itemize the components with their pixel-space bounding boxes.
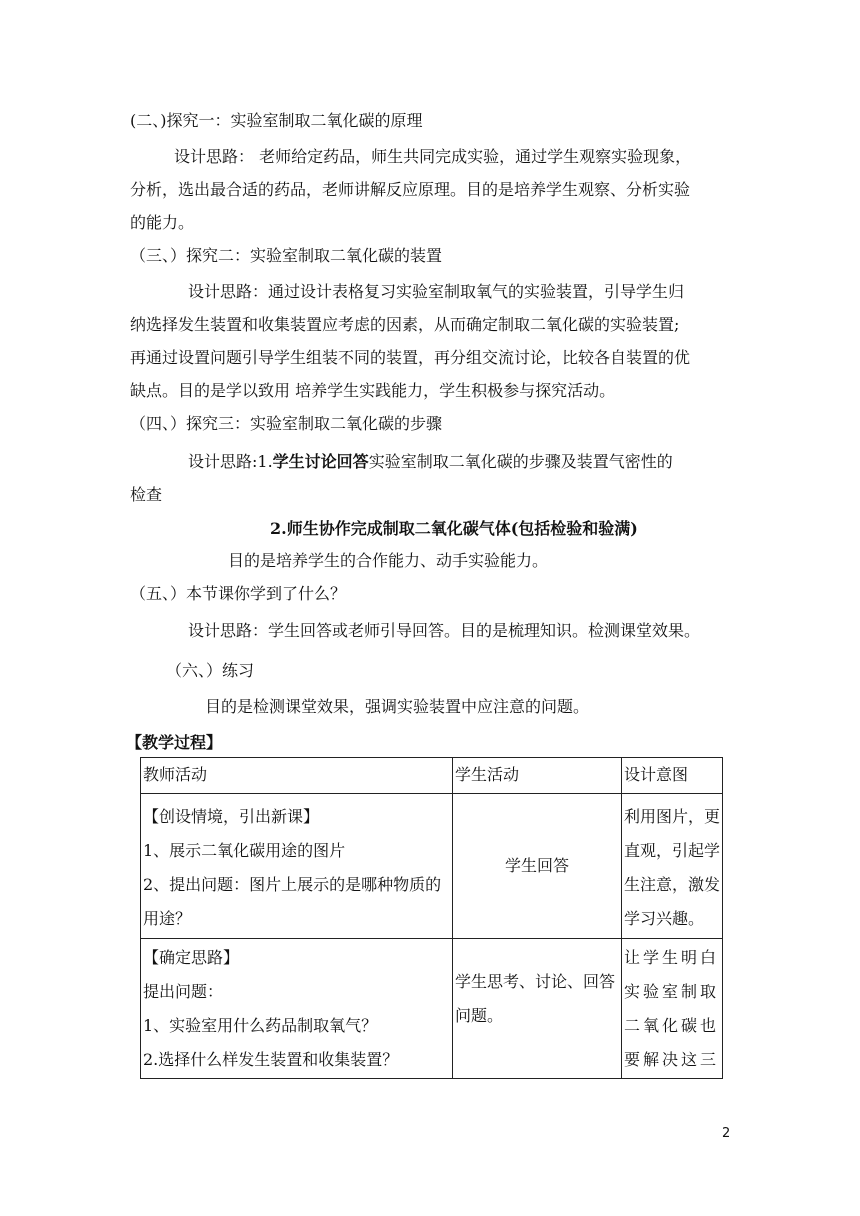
- header-design-intent: 设计意图: [622, 758, 723, 794]
- cell-line: 问题。: [455, 1006, 504, 1025]
- cell-line: 让学生明白: [624, 948, 720, 967]
- cell-line: 利用图片，更: [624, 807, 721, 826]
- page-number: 2: [722, 1126, 731, 1141]
- cell-line: 1、实验室用什么药品制取氧气？: [143, 1016, 378, 1035]
- section-3-paragraph-line: 缺点。目的是学以致用 培养学生实践能力，学生积极参与探究活动。: [130, 381, 616, 400]
- section-3-paragraph-line: 纳选择发生装置和收集装置应考虑的因素，从而确定制取二氧化碳的实验装置;: [130, 315, 680, 334]
- cell-line: 【确定思路】: [143, 948, 240, 967]
- row2-design-intent: [622, 939, 723, 1079]
- section-4-title: （四、）探究三：实验室制取二氧化碳的步骤: [130, 414, 443, 433]
- row1-teacher-activity: [141, 794, 453, 939]
- cell-line: 提出问题：: [143, 982, 224, 1001]
- cell-line: 学习兴趣。: [624, 909, 705, 928]
- cell-line: 直观，引起学: [624, 841, 721, 860]
- section-6-paragraph-line: 目的是检测课堂效果，强调实验装置中应注意的问题。: [205, 697, 590, 716]
- header-student-activity: 学生活动: [453, 758, 622, 794]
- section-4-paragraph-line: [188, 452, 673, 472]
- section-6-title: （六、）练习: [166, 661, 255, 680]
- section-3-paragraph-line: 设计思路：通过设计表格复习实验室制取氧气的实验装置，引导学生归: [188, 282, 685, 301]
- cell-line: 2.选择什么样发生装置和收集装置？: [143, 1050, 399, 1069]
- section-4-suffix: 实验室制取二氧化碳的步骤及装置气密性的: [368, 452, 673, 471]
- teaching-process-heading: 【教学过程】: [126, 733, 223, 752]
- cell-line: 二氧化碳也: [624, 1016, 720, 1035]
- header-teacher-activity: 教师活动: [141, 758, 453, 794]
- section-2-paragraph-line: 分析，选出最合适的药品，老师讲解反应原理。目的是培养学生观察、分析实验: [130, 180, 691, 199]
- cell-text: 学生回答: [504, 856, 569, 875]
- cell-line: 2、提出问题：图片上展示的是哪种物质的: [143, 875, 442, 894]
- row1-student-activity: [453, 794, 622, 939]
- table-header-row: [141, 758, 723, 794]
- section-5-title: （五、）本节课你学到了什么？: [130, 584, 347, 603]
- section-5-paragraph-line: 设计思路：学生回答或老师引导回答。目的是梳理知识。检测课堂效果。: [188, 621, 701, 640]
- cell-line: 生注意，激发: [624, 875, 721, 894]
- section-2-paragraph-line: 设计思路： 老师给定药品，师生共同完成实验，通过学生观察实验现象，: [174, 147, 692, 166]
- cell-line: 实验室制取: [624, 982, 720, 1001]
- section-4-prefix: 设计思路:1.: [188, 452, 273, 471]
- row2-teacher-activity: [141, 939, 453, 1079]
- section-3-paragraph-line: 再通过设置问题引导学生组装不同的装置，再分组交流讨论，比较各自装置的优: [130, 348, 691, 367]
- section-2-title: (二、)探究一：实验室制取二氧化碳的原理: [130, 111, 423, 130]
- row2-student-activity: [453, 939, 622, 1079]
- section-2-paragraph-line: 的能力。: [130, 213, 195, 232]
- table-row: [141, 939, 723, 1079]
- section-4-paragraph-line: 检查: [130, 485, 163, 504]
- cell-line: 【创设情境，引出新课】: [143, 807, 320, 826]
- table-row: [141, 794, 723, 939]
- teaching-process-table: [140, 757, 723, 1079]
- section-4-step-2: 2.师生协作完成制取二氧化碳气体(包括检验和验满): [270, 519, 638, 538]
- section-4-purpose: 目的是培养学生的合作能力、动手实验能力。: [228, 551, 549, 570]
- cell-line: 学生思考、讨论、回答: [455, 972, 616, 991]
- row1-design-intent: [622, 794, 723, 939]
- cell-line: 1、展示二氧化碳用途的图片: [143, 841, 346, 860]
- cell-line: 用途？: [143, 909, 192, 928]
- section-4-bold-phrase: 学生讨论回答: [272, 452, 369, 471]
- section-3-title: （三、）探究二：实验室制取二氧化碳的装置: [130, 246, 443, 265]
- cell-line: 要解决这三: [624, 1050, 720, 1069]
